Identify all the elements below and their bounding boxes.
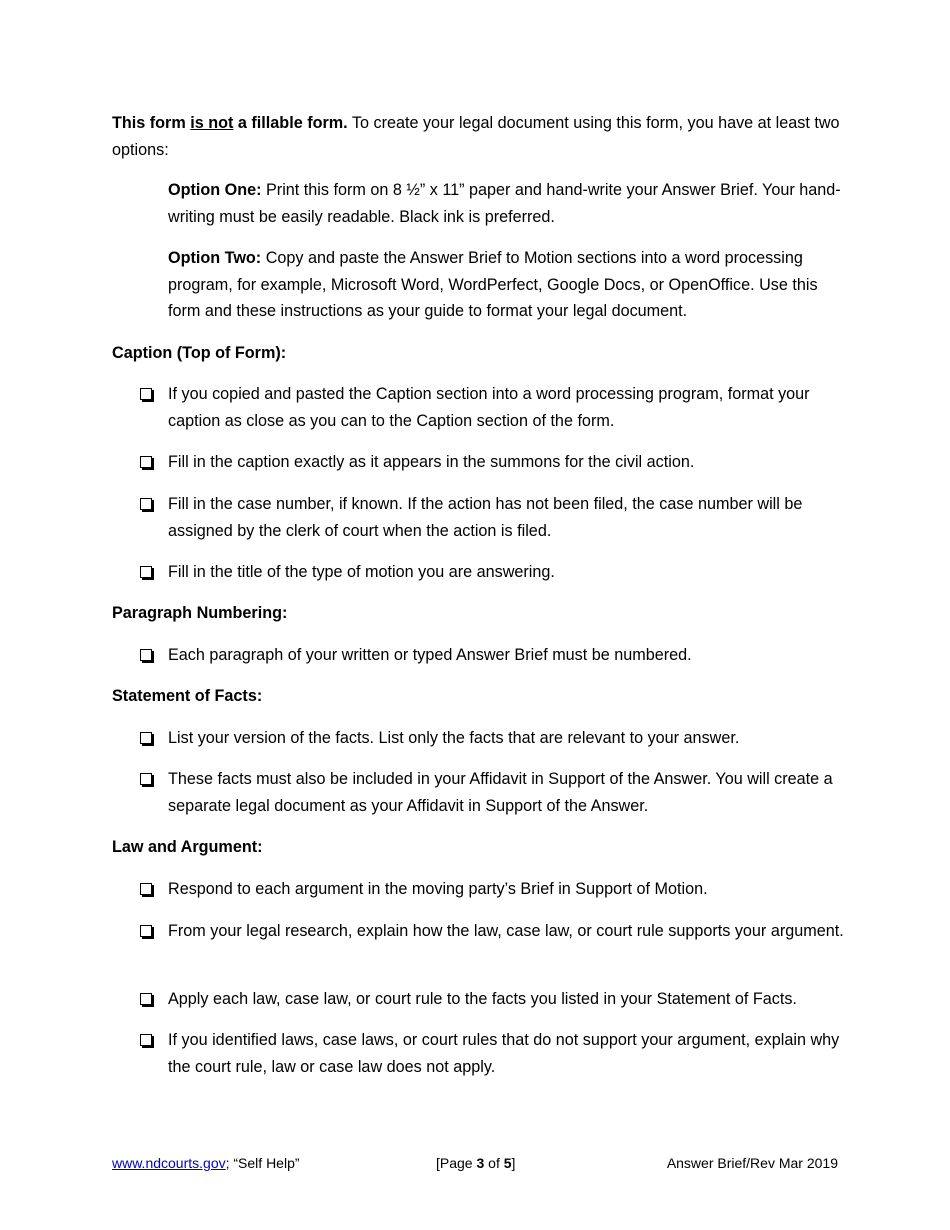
option-one-text: Print this form on 8 ½” x 11” paper and hand-write your Answer Brief. Your hand-writing must be easily readable. Black ink is preferred. (168, 181, 841, 226)
checklist-item-text: Apply each law, case law, or court rule to the facts you listed in your Statement of Facts. (168, 990, 797, 1008)
checklist-item (140, 986, 846, 1013)
page-of: of (484, 1155, 504, 1171)
checkbox-icon (140, 732, 152, 744)
intro-underlined: is not (190, 114, 234, 132)
intro-paragraph (112, 110, 842, 163)
checkbox-icon (140, 883, 152, 895)
option-two-text: Copy and paste the Answer Brief to Motion sections into a word processing program, for example, Microsoft Word, WordPerfect, Google Docs, or OpenOffice. Use this form and these instructions as your guide to format your legal document. (168, 249, 818, 320)
section-heading-statement-of-facts: Statement of Facts: (112, 687, 263, 705)
ndcourts-link[interactable]: www.ndcourts.gov (112, 1155, 226, 1171)
option-two-label: Option Two: (168, 249, 262, 267)
option-two (168, 245, 844, 325)
page-suffix: ] (511, 1155, 516, 1171)
checkbox-icon (140, 993, 152, 1005)
intro-text: To create your legal document using this form, you have at least two options: (112, 114, 840, 159)
checklist-item (140, 449, 846, 476)
checklist-item (140, 381, 846, 434)
footer-left (112, 1152, 300, 1174)
intro-bold-a: This form (112, 114, 191, 132)
checklist-item-text: These facts must also be included in your Affidavit in Support of the Answer. You will create a separate legal document as your Affidavit in Support of the Answer. (168, 770, 833, 815)
checklist-item-text: From your legal research, explain how the law, case law, or court rule supports your argument. (168, 922, 844, 940)
checklist-item (140, 918, 846, 945)
page-number (436, 1152, 515, 1174)
checkbox-icon (140, 773, 152, 785)
checklist-item-text: Fill in the caption exactly as it appears in the summons for the civil action. (168, 453, 695, 471)
section-heading-caption: Caption (Top of Form): (112, 344, 287, 362)
checklist-item-text: Fill in the case number, if known. If the action has not been filed, the case number will be assigned by the clerk of court when the action is filed. (168, 495, 803, 540)
current-page: 3 (476, 1155, 485, 1171)
total-pages: 5 (503, 1155, 512, 1171)
checkbox-icon (140, 498, 152, 510)
checkbox-icon (140, 456, 152, 468)
checklist-item-text: List your version of the facts. List only the facts that are relevant to your answer. (168, 729, 740, 747)
checklist-item-text: Respond to each argument in the moving party’s Brief in Support of Motion. (168, 880, 708, 898)
checkbox-icon (140, 388, 152, 400)
checklist-item (140, 725, 846, 752)
footer-self-help: ; “Self Help” (225, 1155, 300, 1171)
section-heading-paragraph-numbering: Paragraph Numbering: (112, 604, 288, 622)
checklist-item-text: Fill in the title of the type of motion you are answering. (168, 563, 555, 581)
checklist-item (140, 1027, 846, 1080)
section-heading-law-and-argument: Law and Argument: (112, 838, 263, 856)
checklist-item (140, 491, 846, 544)
intro-bold-b: a fillable form. (233, 114, 348, 132)
checklist-item (140, 642, 846, 669)
page-prefix: [Page (436, 1155, 477, 1171)
checkbox-icon (140, 649, 152, 661)
checklist-item (140, 766, 846, 819)
checklist-item-text: If you copied and pasted the Caption section into a word processing program, format your caption as close as you can to the Caption section of the form. (168, 385, 810, 430)
checklist-item (140, 876, 846, 903)
checklist-item-text: If you identified laws, case laws, or court rules that do not support your argument, explain why the court rule, law or case law does not apply. (168, 1031, 840, 1076)
checkbox-icon (140, 1034, 152, 1046)
option-one (168, 177, 844, 230)
checklist-item (140, 559, 846, 586)
checkbox-icon (140, 566, 152, 578)
checklist-item-text: Each paragraph of your written or typed Answer Brief must be numbered. (168, 646, 692, 664)
option-one-label: Option One: (168, 181, 262, 199)
footer-right: Answer Brief/Rev Mar 2019 (666, 1155, 838, 1171)
checkbox-icon (140, 925, 152, 937)
